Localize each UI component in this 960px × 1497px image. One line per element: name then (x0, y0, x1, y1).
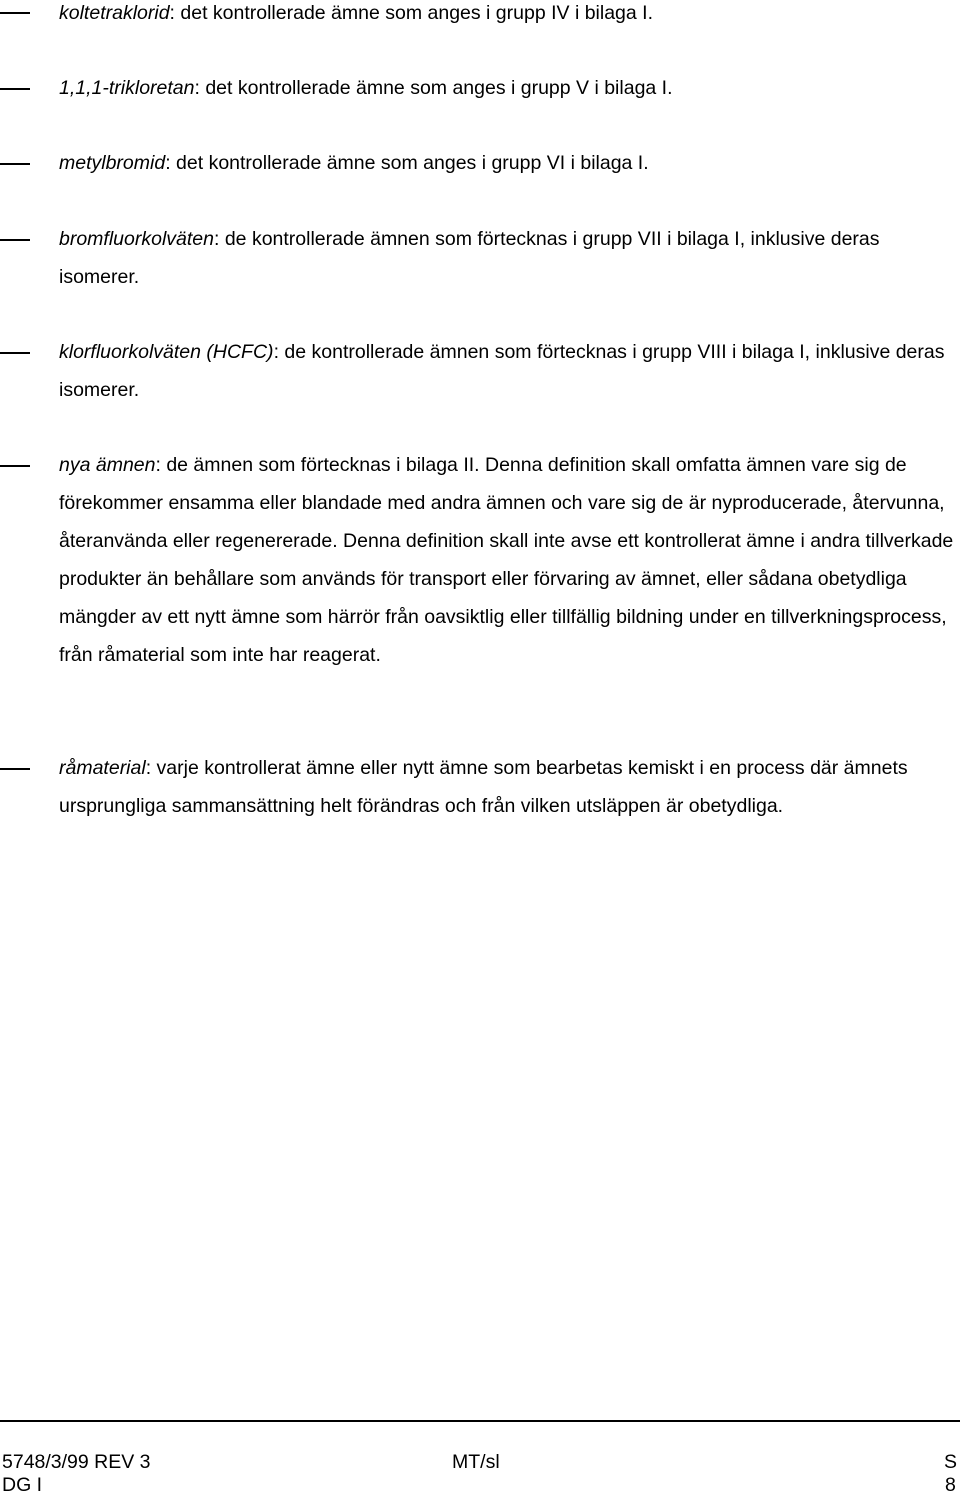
footer-doc-ref: 5748/3/99 REV 3 (2, 1451, 151, 1473)
definition-term: metylbromid (59, 152, 166, 174)
dash-bullet (0, 88, 30, 90)
definition-term: råmaterial (59, 757, 146, 779)
definition-body: : det kontrollerade ämne som anges i grupp VI i bilaga I. (165, 152, 649, 174)
definition-text (59, 220, 956, 296)
definition-text (59, 749, 956, 825)
definition-text (59, 446, 956, 674)
definition-term: nya ämnen (59, 454, 156, 476)
dash-bullet (0, 163, 30, 165)
footer-dg: DG I (2, 1474, 43, 1496)
definition-text (59, 69, 956, 107)
definition-term: klorfluorkolväten (HCFC) (59, 341, 274, 363)
definition-body: : de kontrollerade ämnen som förtecknas i grupp VIII i bilaga I, inklusive deras isomerer. (59, 341, 945, 401)
dash-bullet (0, 239, 30, 241)
dash-bullet (0, 352, 30, 354)
definition-text (59, 0, 956, 32)
definition-term: bromfluorkolväten (59, 228, 214, 250)
definition-body: : varje kontrollerat ämne eller nytt ämne som bearbetas kemiskt i en process där ämnets ursprungliga sammansättning helt förändras och från vilken utsläppen är obetydliga. (59, 757, 908, 817)
definition-body: : de kontrollerade ämnen som förtecknas i grupp VII i bilaga I, inklusive deras isomerer. (59, 228, 880, 288)
footer-divider (0, 1420, 960, 1422)
dash-bullet (0, 12, 30, 14)
definition-body: : det kontrollerade ämne som anges i grupp IV i bilaga I. (169, 2, 653, 24)
definition-text (59, 333, 956, 409)
definition-text (59, 144, 956, 182)
footer-initials: MT/sl (452, 1451, 500, 1473)
dash-bullet (0, 768, 30, 770)
definition-term: koltetraklorid (59, 2, 170, 24)
definition-body: : de ämnen som förtecknas i bilaga II. Denna definition skall omfatta ämnen vare sig de förekommer ensamma eller blandade med andra ämnen och vare sig de är nyproducerade, återvunna, återanvända eller regenererade. Denna definition skall inte avse ett kontrollerat ämne i andra tillverkade produkter än behållare som används för transport eller förvaring av ämnet, eller sådana obetydliga mängder av ett nytt ämne som härrör från oavsiktlig eller tillfällig bildning under en tillverkningsprocess, från råmaterial som inte har reagerat. (59, 454, 954, 666)
footer-language: S (944, 1451, 958, 1473)
definition-term: 1,1,1-trikloretan (59, 77, 195, 99)
definition-body: : det kontrollerade ämne som anges i grupp V i bilaga I. (194, 77, 673, 99)
dash-bullet (0, 465, 30, 467)
footer-page-number: 8 (945, 1474, 956, 1496)
